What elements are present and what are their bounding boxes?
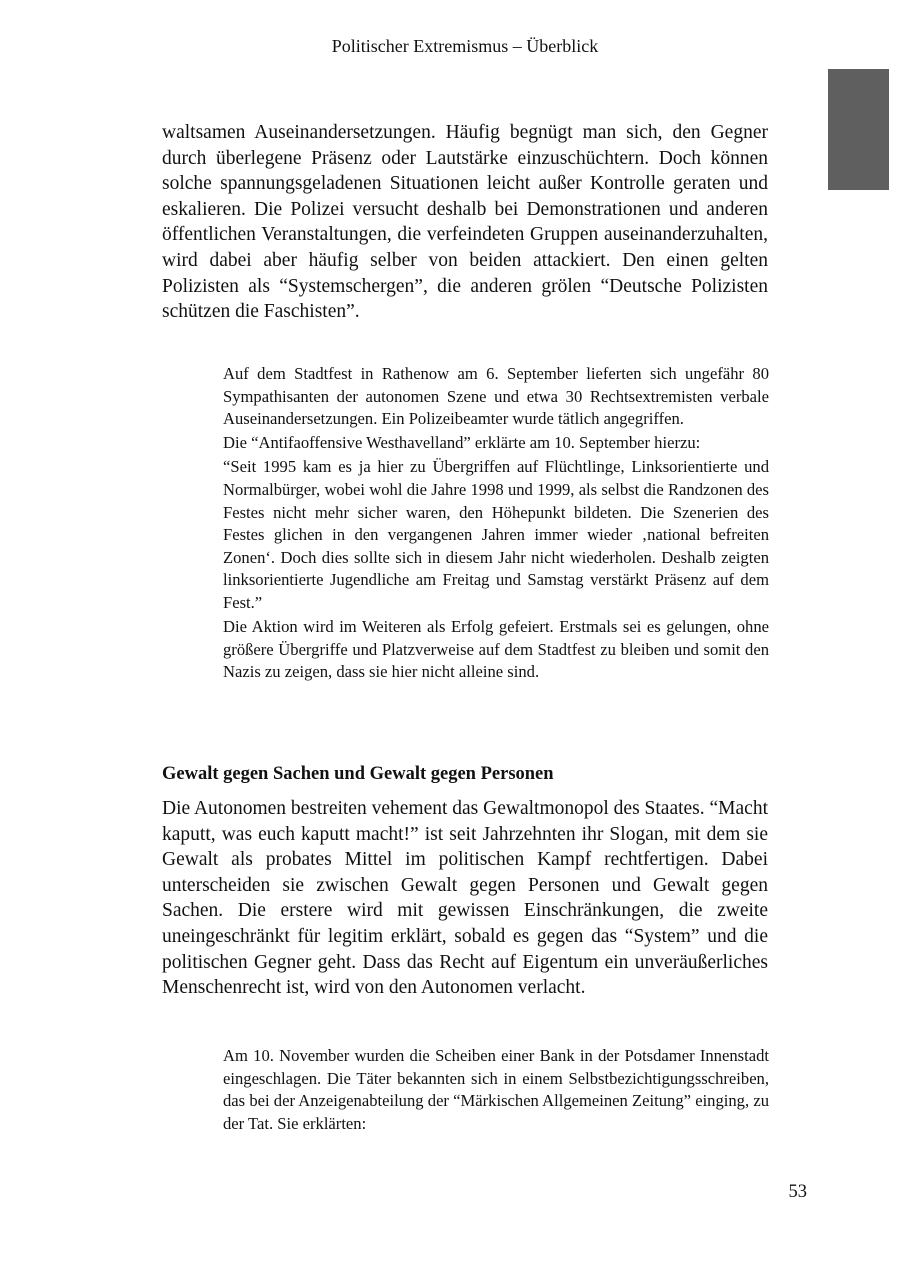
body-paragraph: waltsamen Auseinandersetzungen. Häufig begnügt man sich, den Gegner durch überlegene Präsenz oder Lautstärke einzuschüchtern. Doch können solche spannungsgeladenen Situationen leicht außer Kontrolle geraten und eskalieren. Die Polizei versucht deshalb bei Demonstrationen und anderen öffentlichen Veranstaltungen, die verfeindeten Gruppen auseinanderzuhalten, wird dabei aber häufig selber von beiden attackiert. Den einen gelten Polizisten als “Systemschergen”, die anderen grölen “Deutsche Polizisten schützen die Faschisten”. (162, 122, 768, 323)
quote-paragraph: Am 10. November wurden die Scheiben einer Bank in der Potsdamer Innenstadt eingeschlagen. Die Täter bekannten sich in einem Selbstbezichtigungsschreiben, das bei der Anzeigenabteilung der “Märkischen Allgemeinen Zeitung” einging, zu der Tat. Sie erklärten: (223, 1046, 769, 1133)
quote-paragraph: “Seit 1995 kam es ja hier zu Übergriffen auf Flüchtlinge, Linksorientierte und Normalbürger, wobei wohl die Jahre 1998 und 1999, als selbst die Randzonen des Festes nicht mehr sicher waren, den Höhepunkt bildeten. Die Szenerien des Festes glichen in den vergangenen Jahren immer wieder ‚national befreiten Zonen‘. Doch dies sollte sich in diesem Jahr nicht wiederholen. Deshalb zeigten linksorientierte Jugendliche am Freitag und Samstag verstärkt Präsenz auf dem Fest.” (223, 457, 769, 612)
chapter-thumb-tab (828, 69, 889, 190)
block-quote-stadtfest (223, 363, 769, 685)
running-head: Politischer Extremismus – Überblick (331, 36, 599, 56)
quote-paragraph: Die “Antifaoffensive Westhavelland” erklärte am 10. September hierzu: (223, 433, 701, 453)
quote-paragraph: Die Aktion wird im Weiteren als Erfolg gefeiert. Erstmals sei es gelungen, ohne größere Übergriffe und Platzverweise auf dem Stadtfest zu bleiben und somit den Nazis zu zeigen, dass sie hier nicht alleine sind. (223, 617, 769, 682)
block-quote-bank (223, 1045, 769, 1137)
section-heading: Gewalt gegen Sachen und Gewalt gegen Personen (162, 764, 554, 784)
page-number: 53 (788, 1182, 807, 1202)
quote-paragraph: Auf dem Stadtfest in Rathenow am 6. September lieferten sich ungefähr 80 Sympathisanten der autonomen Szene und etwa 30 Rechtsextremisten verbale Auseinandersetzungen. Ein Polizeibeamter wurde tätlich angegriffen. (223, 364, 769, 429)
body-paragraph: Die Autonomen bestreiten vehement das Gewaltmonopol des Staates. “Macht kaputt, was euch kaputt macht!” ist seit Jahrzehnten ihr Slogan, mit dem sie Gewalt als probates Mittel im politischen Kampf rechtfertigen. Dabei unterscheiden sie zwischen Gewalt gegen Personen und Gewalt gegen Sachen. Die erstere wird mit gewissen Einschränkungen, die zweite uneingeschränkt für legitim erklärt, sobald es gegen das “System” und die politischen Gegner geht. Dass das Recht auf Eigentum ein unveräußerliches Menschenrecht ist, wird von den Autonomen verlacht. (162, 798, 768, 999)
